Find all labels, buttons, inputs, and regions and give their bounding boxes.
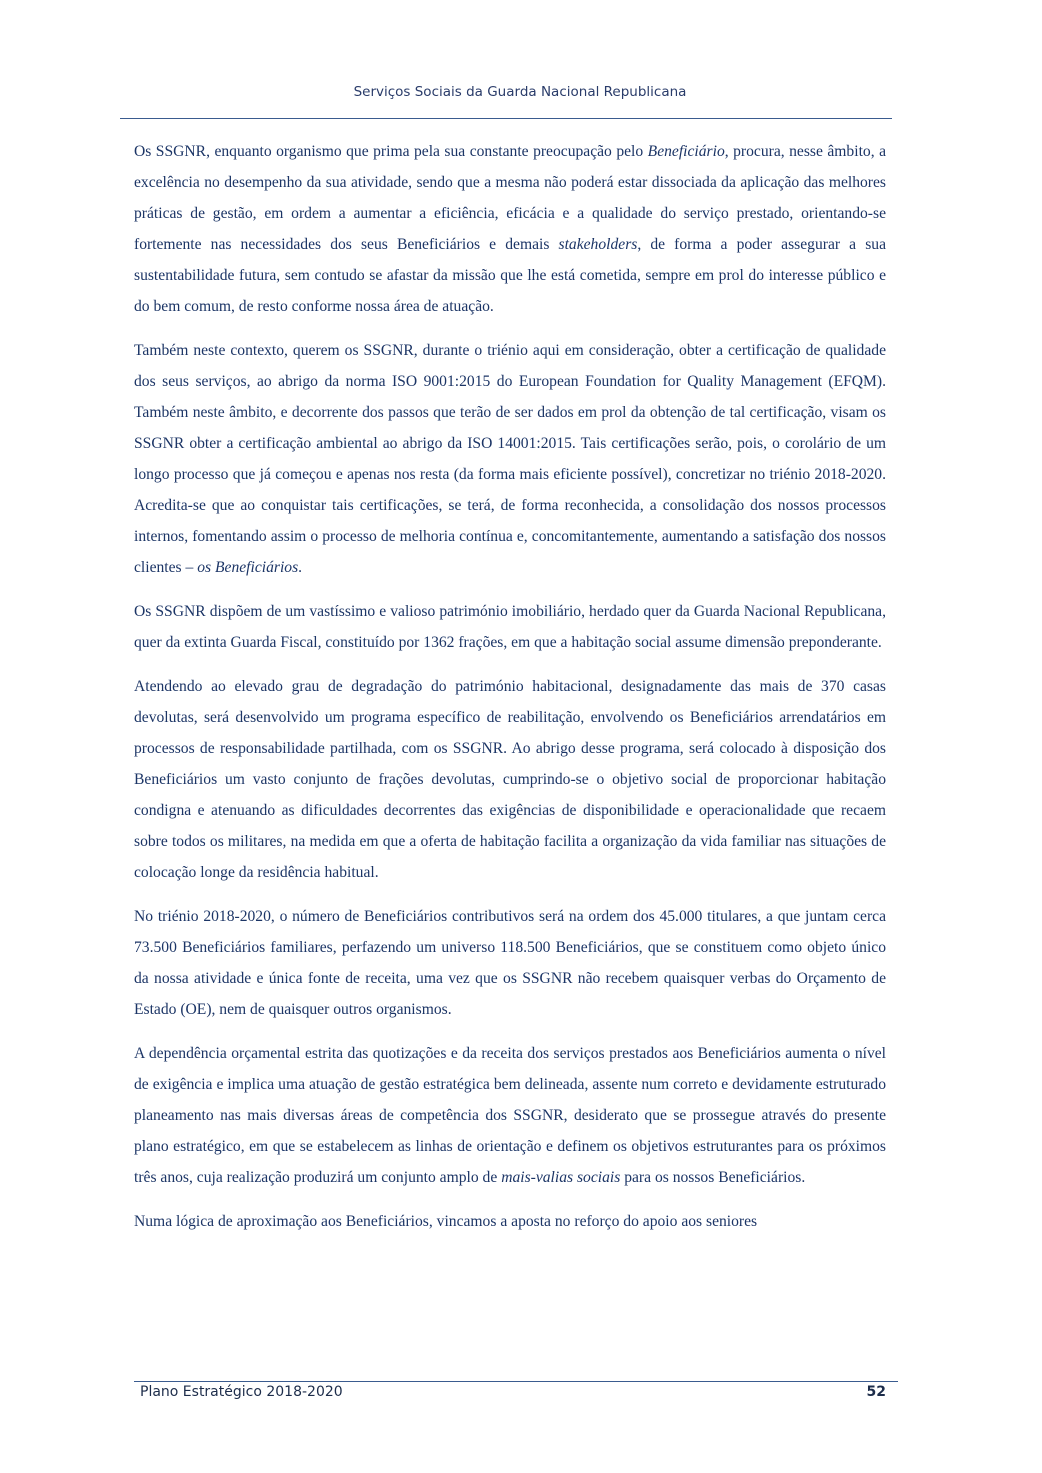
paragraph-6-text-c: para os nossos Beneficiários. bbox=[620, 1169, 806, 1186]
paragraph-2 bbox=[134, 335, 886, 583]
paragraph-1 bbox=[134, 136, 886, 322]
footer-rule bbox=[134, 1381, 898, 1382]
paragraph-2-text-c: . bbox=[298, 559, 303, 576]
paragraph-1-text-e: , de forma a poder assegurar a sua sustentabilidade futura, sem contudo se afastar da missão que lhe está cometida, sempre em prol do interesse público e do bem comum, de resto conforme nossa área de atuação. bbox=[134, 236, 886, 315]
paragraph-5: No triénio 2018-2020, o número de Beneficiários contributivos será na ordem dos 45.000 titulares, a que juntam cerca 73.500 Beneficiários familiares, perfazendo um universo 118.500 Beneficiários, que se constituem como objeto único da nossa atividade e única fonte de receita, uma vez que os SSGNR não recebem quaisquer verbas do Orçamento de Estado (OE), nem de quaisquer outros organismos. bbox=[134, 908, 886, 1018]
page-header: Serviços Sociais da Guarda Nacional Republicana bbox=[353, 84, 687, 100]
paragraph-6-text-a: A dependência orçamental estrita das quotizações e da receita dos serviços prestados aos Beneficiários aumenta o nível de exigência e implica uma atuação de gestão estratégica bem delineada, assente num correto e devidamente estruturado planeamento nas mais diversas áreas de competência dos SSGNR, desiderato que se prossegue através do presente plano estratégico, em que se estabelecem as linhas de orientação e definem os objetivos estruturantes para os próximos três anos, cuja realização produzirá um conjunto amplo de bbox=[134, 1045, 886, 1186]
paragraph-6-emphasis-mais-valias: mais-valias sociais bbox=[501, 1169, 621, 1186]
paragraph-2-emphasis-beneficiarios: os Beneficiários bbox=[197, 559, 299, 576]
paragraph-1-emphasis-beneficiario: Beneficiário bbox=[647, 143, 725, 160]
paragraph-4: Atendendo ao elevado grau de degradação do património habitacional, designadamente das mais de 370 casas devolutas, será desenvolvido um programa específico de reabilitação, envolvendo os Beneficiários arrendatários em processos de responsabilidade partilhada, com os SSGNR. Ao abrigo desse programa, será colocado à disposição dos Beneficiários um vasto conjunto de frações devolutas, cumprindo-se o objetivo social de proporcionar habitação condigna e atenuando as dificuldades decorrentes das exigências de disponibilidade e operacionalidade que recaem sobre todos os militares, na medida em que a oferta de habitação facilita a organização da vida familiar nas situações de colocação longe da residência habitual. bbox=[134, 678, 886, 881]
paragraph-1-text-a: Os SSGNR, enquanto organismo que prima pela sua constante preocupação pelo bbox=[134, 143, 648, 160]
paragraph-2-text-a: Também neste contexto, querem os SSGNR, durante o triénio aqui em consideração, obter a certificação de qualidade dos seus serviços, ao abrigo da norma ISO 9001:2015 do European Foundation for Quality Management (EFQM). Também neste âmbito, e decorrente dos passos que terão de ser dados em prol da obtenção de tal certificação, visam os SSGNR obter a certificação ambiental ao abrigo da ISO 14001:2015. Tais certificações serão, pois, o corolário de um longo processo que já começou e apenas nos resta (da forma mais eficiente possível), concretizar no triénio 2018-2020. Acredita-se que ao conquistar tais certificações, se terá, de forma reconhecida, a consolidação dos nossos processos internos, fomentando assim o processo de melhoria contínua e, concomitantemente, aumentando a satisfação dos nossos clientes – bbox=[134, 342, 886, 576]
paragraph-7: Numa lógica de aproximação aos Beneficiários, vincamos a aposta no reforço do apoio aos seniores bbox=[134, 1213, 758, 1230]
paragraph-1-emphasis-stakeholders: stakeholders bbox=[558, 236, 638, 253]
body-text bbox=[134, 136, 886, 1250]
paragraph-3: Os SSGNR dispõem de um vastíssimo e valioso património imobiliário, herdado quer da Guarda Nacional Republicana, quer da extinta Guarda Fiscal, constituído por 1362 frações, em que a habitação social assume dimensão preponderante. bbox=[134, 603, 886, 651]
footer-title: Plano Estratégico 2018-2020 bbox=[140, 1384, 343, 1400]
header-rule bbox=[120, 118, 892, 119]
page-number: 52 bbox=[866, 1384, 886, 1400]
paragraph-6 bbox=[134, 1038, 886, 1193]
paragraph-1-text-c: , procura, nesse âmbito, a excelência no desempenho da sua atividade, sendo que a mesma não poderá estar dissociada da aplicação das melhores práticas de gestão, em ordem a aumentar a eficiência, eficácia e a qualidade do serviço prestado, orientando-se fortemente nas necessidades dos seus Beneficiários e demais bbox=[134, 143, 886, 253]
